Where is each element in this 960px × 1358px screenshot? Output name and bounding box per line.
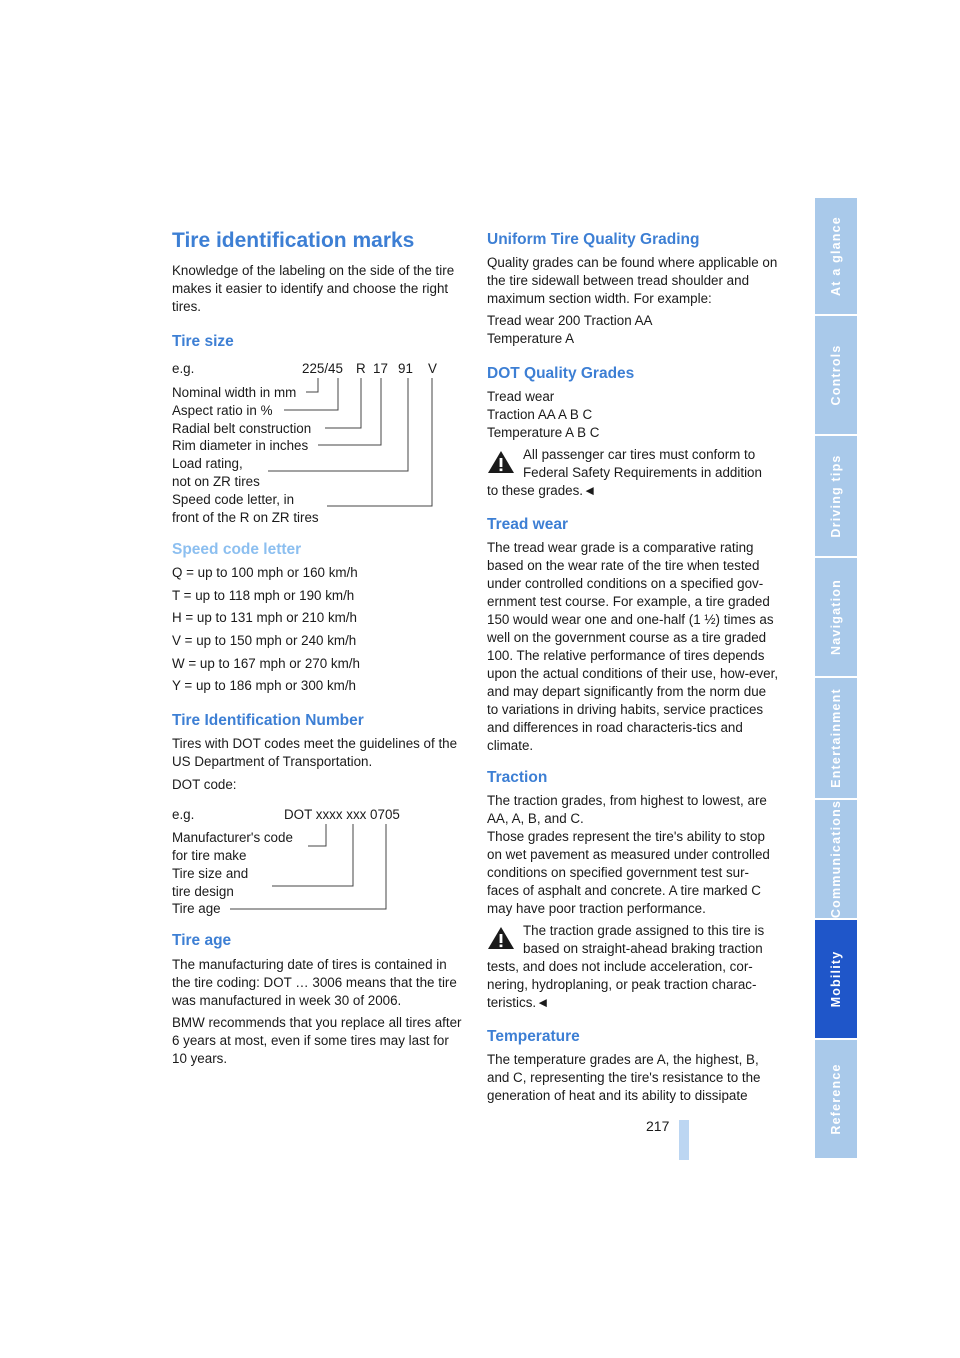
sidebar-tab-label: Controls (829, 344, 843, 406)
sidebar-tab-label: Driving tips (829, 454, 843, 538)
tin-paragraph: Tires with DOT codes meet the guidelines of the US Department of Transportation. (172, 736, 458, 769)
sidebar-tab-label: Communications (829, 799, 843, 919)
label-aspect-ratio: Aspect ratio in % (172, 403, 273, 418)
code-size: 225/45 (302, 361, 343, 376)
label-tire-size-design: Tire size and tire design (172, 866, 249, 899)
label-radial-belt: Radial belt construction (172, 421, 312, 436)
tire-age-paragraph: The manufacturing date of tires is contained in the tire coding: DOT … 3006 means that the tire was manufactured in week 30 of 2006. (172, 957, 457, 1008)
label-load-rating: Load rating, not on ZR tires (172, 456, 260, 489)
utqg-example: Tread wear 200 Traction AA Temperature A (487, 313, 653, 346)
sidebar-tab-driving-tips[interactable] (815, 436, 857, 558)
warning-text: All passenger car tires must conform to Federal Safety Requirements in addition (523, 447, 762, 480)
page-number: 217 (646, 1118, 670, 1134)
dot-grades-list: Tread wear Traction AA A B C Temperature A B C (487, 389, 600, 440)
speed-code-item: T = up to 118 mph or 190 km/h (172, 588, 355, 603)
speed-code-item: Q = up to 100 mph or 160 km/h (172, 565, 358, 580)
tire-size-heading: Tire size (172, 333, 234, 350)
traction-heading: Traction (487, 769, 548, 786)
dot-grades-heading: DOT Quality Grades (487, 365, 635, 382)
utqg-paragraph: Quality grades can be found where applicable on the tire sidewall between tread shoulder and maximum section width. For example: (487, 255, 778, 306)
warning-text: The traction grade assigned to this tire is based on straight-ahead braking traction (523, 923, 765, 956)
speed-code-heading: Speed code letter (172, 541, 302, 558)
sidebar-tab-controls[interactable] (815, 316, 857, 436)
sidebar-tab-at-a-glance[interactable] (815, 198, 857, 316)
warning-text-continued: tests, and does not include acceleration, cor-nering, hydroplaning, or peak traction charac-teristics.◄ (487, 959, 757, 1010)
label-tire-age: Tire age (172, 901, 221, 916)
intro-paragraph: Knowledge of the labeling on the side of the tire makes it easier to identify and choose the right tires. (172, 263, 455, 314)
dot-code-leader-lines (0, 0, 480, 920)
code-load: 91 (398, 361, 413, 376)
label-nominal-width: Nominal width in mm (172, 385, 297, 400)
sidebar-tab-label: Navigation (829, 579, 843, 655)
sidebar-tab-mobility[interactable] (815, 920, 857, 1040)
dot-code-example: DOT xxxx xxx 0705 (284, 807, 400, 822)
speed-code-item: V = up to 150 mph or 240 km/h (172, 633, 357, 648)
code-speed: V (428, 361, 437, 376)
tire-age-recommendation: BMW recommends that you replace all tires after 6 years at most, even if some tires may last for 10 years. (172, 1015, 462, 1066)
sidebar-tab-entertainment[interactable] (815, 678, 857, 800)
tire-age-heading: Tire age (172, 932, 232, 949)
sidebar-tab-reference[interactable] (815, 1040, 857, 1160)
page-number-marker (679, 1120, 689, 1160)
label-rim-diameter: Rim diameter in inches (172, 438, 309, 453)
tread-wear-paragraph: The tread wear grade is a comparative rating based on the wear rate of the tire when tested under controlled conditions on a specified gov-ernment test course. For example, a tire graded 150 would wear one and one-half (1 ½) times as well on the government course as a tire graded 100. The relative performance of tires depends upon the actual conditions of their use, how-ever, and may depart significantly from the norm due to variations in driving habits, service practices and differences in road characteris-tics and climate. (487, 540, 779, 753)
temperature-paragraph: The temperature grades are A, the highest, B, and C, representing the tire's resistance to the generation of heat and its ability to dissipate (487, 1052, 761, 1103)
eg-label: e.g. (172, 807, 195, 822)
sidebar-tab-communications[interactable] (815, 800, 857, 920)
warning-text-continued: to these grades.◄ (487, 483, 597, 498)
utqg-heading: Uniform Tire Quality Grading (487, 231, 700, 248)
sidebar-tab-label: Reference (829, 1063, 843, 1135)
warning-icon (487, 926, 515, 950)
sidebar-tab-label: Mobility (829, 950, 843, 1008)
page-title: Tire identification marks (172, 229, 415, 252)
code-rim: 17 (373, 361, 388, 376)
sidebar-tab-label: At a glance (829, 216, 843, 296)
sidebar-tab-label: Entertainment (829, 688, 843, 788)
temperature-heading: Temperature (487, 1028, 580, 1045)
warning-icon (487, 450, 515, 474)
dot-code-label: DOT code: (172, 777, 237, 792)
label-manufacturer-code: Manufacturer's code for tire make (172, 830, 293, 863)
traction-paragraph: The traction grades, from highest to lowest, are AA, A, B, and C. Those grades represent the tire's ability to stop on wet pavement as measured under controlled conditions on specified government test sur-faces of asphalt and concrete. A tire marked C may have poor traction performance. (487, 793, 770, 916)
speed-code-item: W = up to 167 mph or 270 km/h (172, 656, 360, 671)
sidebar-tab-navigation[interactable] (815, 558, 857, 678)
tin-heading: Tire Identification Number (172, 712, 364, 729)
eg-label: e.g. (172, 361, 195, 376)
speed-code-item: H = up to 131 mph or 210 km/h (172, 610, 357, 625)
code-r: R (356, 361, 366, 376)
label-speed-code: Speed code letter, in front of the R on ZR tires (172, 492, 319, 525)
speed-code-item: Y = up to 186 mph or 300 km/h (172, 678, 356, 693)
tread-wear-heading: Tread wear (487, 516, 568, 533)
